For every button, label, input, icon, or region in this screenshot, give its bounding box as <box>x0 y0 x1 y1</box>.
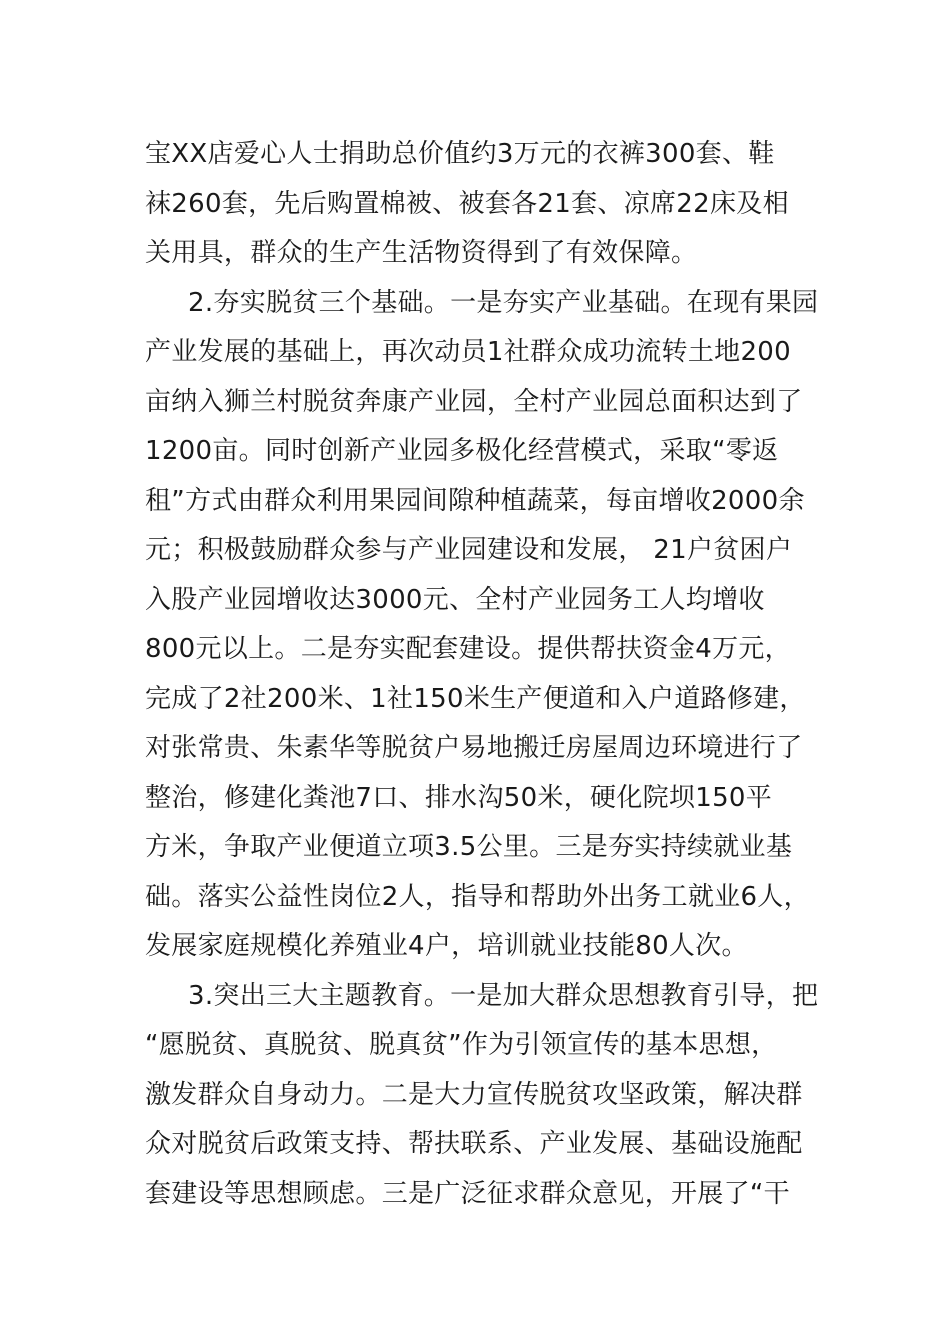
text-line: 1200亩。同时创新产业园多极化经营模式，采取“零返 <box>145 436 779 466</box>
paragraph-start-line: 2.夯实脱贫三个基础。一是夯实产业基础。在现有果园 <box>188 288 819 318</box>
text-line: 对张常贵、朱素华等脱贫户易地搬迁房屋周边环境进行了 <box>145 733 803 763</box>
text-line: 整治，修建化粪池7口、排水沟50米，硬化院坝150平 <box>145 783 773 813</box>
text-line: 套建设等思想顾虑。三是广泛征求群众意见，开展了“干 <box>145 1179 790 1209</box>
text-line: 产业发展的基础上，再次动员1社群众成功流转土地200 <box>145 337 791 367</box>
text-line: 入股产业园增收达3000元、全村产业园务工人均增收 <box>145 585 765 615</box>
text-line: 元；积极鼓励群众参与产业园建设和发展， 21户贫困户 <box>145 535 793 565</box>
text-line: 袜260套，先后购置棉被、被套各21套、凉席22床及相 <box>145 189 789 219</box>
text-line: 发展家庭规模化养殖业4户，培训就业技能80人次。 <box>145 931 748 961</box>
text-line: 亩纳入狮兰村脱贫奔康产业园，全村产业园总面积达到了 <box>145 387 803 417</box>
text-line: 方米，争取产业便道立项3.5公里。三是夯实持续就业基 <box>145 832 793 862</box>
text-line: 800元以上。二是夯实配套建设。提供帮扶资金4万元， <box>145 634 791 664</box>
text-line: 众对脱贫后政策支持、帮扶联系、产业发展、基础设施配 <box>145 1129 803 1159</box>
text-line: 宝XX店爱心人士捐助总价值约3万元的衣裤300套、鞋 <box>145 139 775 169</box>
paragraph-start-line: 3.突出三大主题教育。一是加大群众思想教育引导，把 <box>188 981 819 1011</box>
text-line: “愿脱贫、真脱贫、脱真贫”作为引领宣传的基本思想， <box>145 1030 778 1060</box>
text-line: 完成了2社200米、1社150米生产便道和入户道路修建， <box>145 684 806 714</box>
text-line: 激发群众自身动力。二是大力宣传脱贫攻坚政策，解决群 <box>145 1080 803 1110</box>
text-line: 关用具，群众的生产生活物资得到了有效保障。 <box>145 238 698 268</box>
text-line: 租”方式由群众利用果园间隙种植蔬菜，每亩增收2000余 <box>145 486 805 516</box>
text-line: 础。落实公益性岗位2人，指导和帮助外出务工就业6人， <box>145 882 810 912</box>
